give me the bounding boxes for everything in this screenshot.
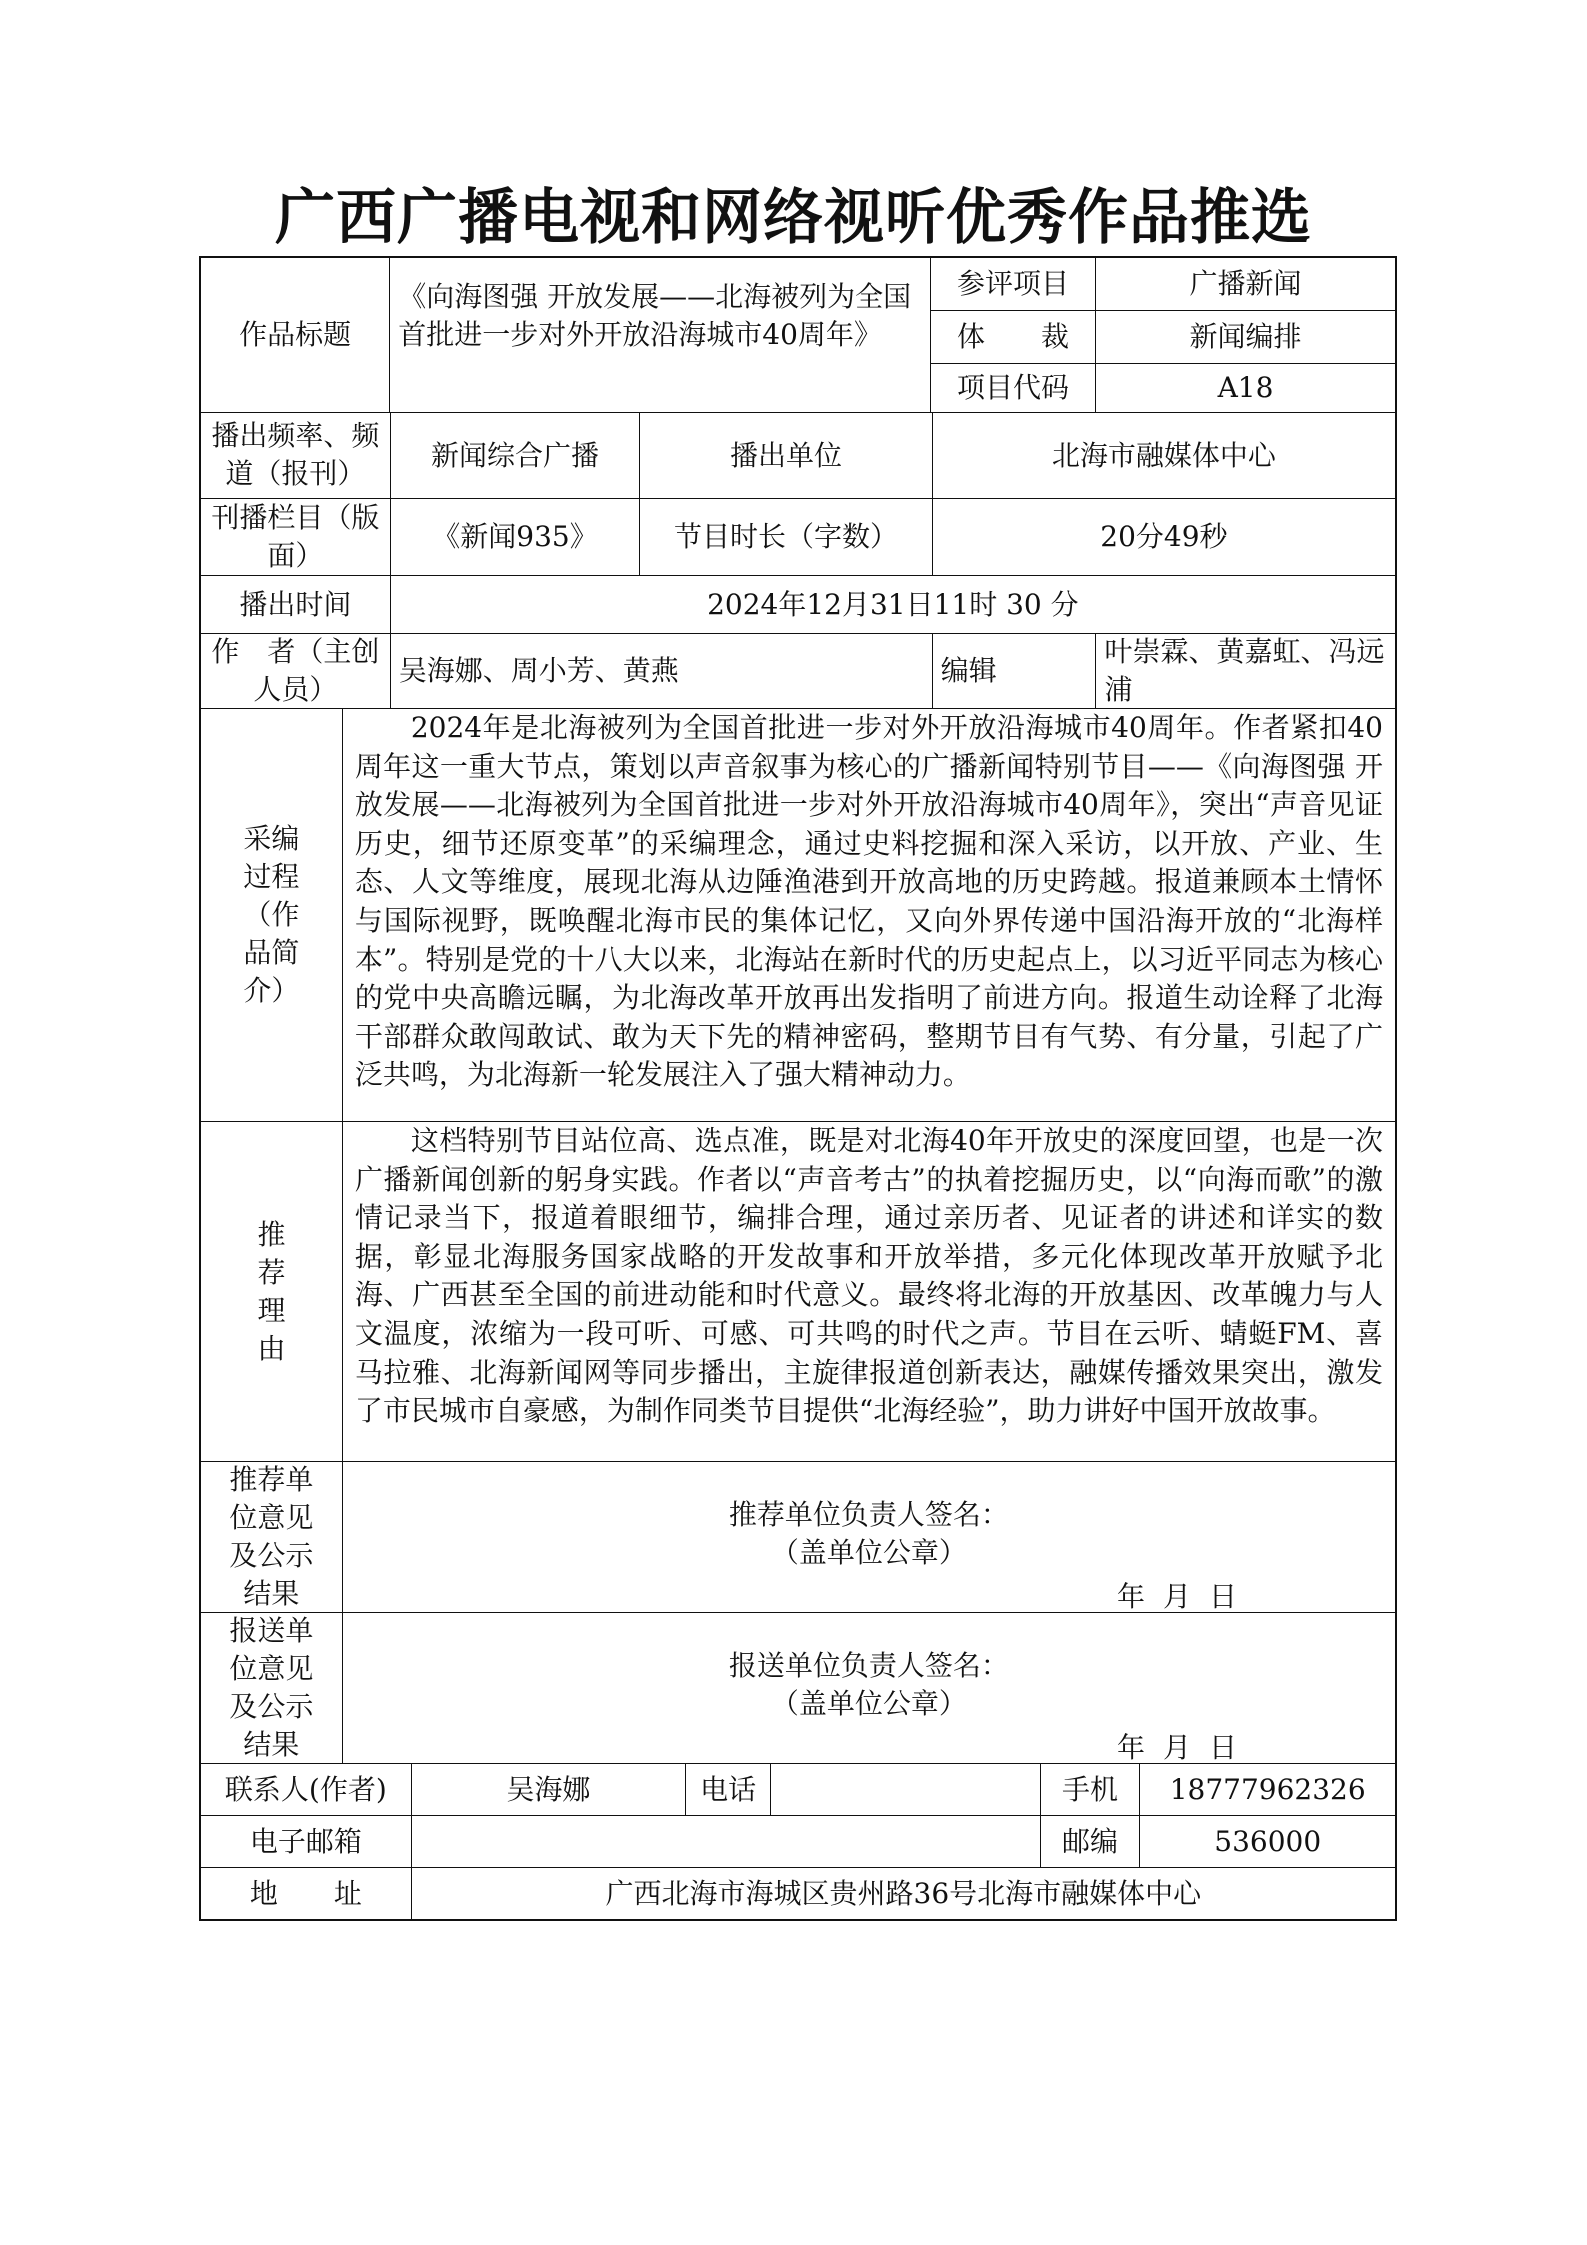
- recommend-sign: 推荐单位负责人签名：: [728, 1498, 1009, 1531]
- contact-value: 吴海娜: [411, 1764, 686, 1815]
- email-row: [201, 1815, 1395, 1867]
- channel-row: [201, 412, 1395, 498]
- author-row: [201, 633, 1395, 708]
- email-label: 电子邮箱: [249, 1824, 362, 1858]
- duration-label: 节目时长（字数）: [639, 499, 932, 575]
- recommend-label: 推荐单位意见及公示结果: [229, 1463, 314, 1610]
- recommend-date: 年月日: [1116, 1580, 1255, 1612]
- code-value: A18: [1095, 364, 1395, 412]
- phone-value: [770, 1764, 1040, 1815]
- airtime-label: 播出时间: [239, 587, 352, 621]
- reason-row: [201, 1121, 1395, 1461]
- airtime-value: 2024年12月31日11时 30 分: [390, 576, 1395, 633]
- address-value: 广西北海市海城区贵州路36号北海市融媒体中心: [411, 1868, 1395, 1919]
- mobile-label: 手机: [1040, 1764, 1140, 1815]
- title-label: 作品标题: [239, 318, 352, 351]
- channel-value: 新闻综合广播: [390, 413, 640, 498]
- recommend-row: [201, 1461, 1395, 1612]
- reason-label: 推荐理由: [257, 1217, 286, 1365]
- category-value: 广播新闻: [1095, 258, 1395, 310]
- genre-label: 体 裁: [956, 320, 1069, 353]
- editor-label: 编辑: [932, 634, 1096, 708]
- reason-text: 这档特别节目站位高、选点准，既是对北海40年开放史的深度回望，也是一次广播新闻创新的躬身实践。作者以“声音考古”的执着挖掘历史，以“向海而歌”的激情记录当下，报道着眼细节，编排合理，通过亲历者、见证者的讲述和详实的数据，彰显北海服务国家战略的开发故事和开放举措，多元化体现改革开放赋予北海、广西甚至全国的前进动能和时代意义。最终将北海的开放基因、改革魄力与人文温度，浓缩为一段可听、可感、可共鸣的时代之声。节目在云听、蜻蜓FM、喜马拉雅、北海新闻网等同步播出，主旋律报道创新表达，融媒传播效果突出，激发了市民城市自豪感，为制作同类节目提供“北海经验”，助力讲好中国开放故事。: [342, 1122, 1395, 1461]
- category-label: 参评项目: [956, 267, 1069, 300]
- email-value: [411, 1816, 1040, 1867]
- submit-row: [201, 1612, 1395, 1763]
- column-row: [201, 498, 1395, 575]
- phone-label: 电话: [685, 1764, 770, 1815]
- column-value: 《新闻935》: [390, 499, 640, 575]
- process-row: [201, 708, 1395, 1121]
- contact-row: [201, 1763, 1395, 1815]
- nomination-form: [199, 256, 1397, 1921]
- airtime-row: [201, 575, 1395, 633]
- editor-value: 叶崇霖、黄嘉虹、冯远浦: [1095, 634, 1395, 708]
- submit-date: 年月日: [1116, 1731, 1255, 1763]
- duration-value: 20分49秒: [932, 499, 1395, 575]
- author-label: 作 者（主创人员）: [211, 635, 380, 706]
- postcode-value: 536000: [1139, 1816, 1395, 1867]
- postcode-label: 邮编: [1040, 1816, 1140, 1867]
- unit-value: 北海市融媒体中心: [932, 413, 1395, 498]
- column-label: 刊播栏目（版面）: [211, 501, 380, 572]
- recommend-seal: （盖单位公章）: [770, 1536, 967, 1569]
- page-title: 广西广播电视和网络视听优秀作品推选: [275, 183, 1312, 253]
- submit-sign: 报送单位负责人签名：: [728, 1649, 1009, 1682]
- contact-label: 联系人(作者): [224, 1772, 387, 1806]
- author-value: 吴海娜、周小芳、黄燕: [390, 634, 932, 708]
- process-label: 采编过程（作品简介）: [243, 822, 300, 1007]
- address-row: [201, 1867, 1395, 1919]
- title-value: 《向海图强 开放发展——北海被列为全国首批进一步对外开放沿海城市40周年》: [389, 258, 930, 412]
- mobile-value: 18777962326: [1139, 1764, 1395, 1815]
- title-row: [201, 258, 1395, 412]
- code-label: 项目代码: [956, 371, 1069, 404]
- process-text: 2024年是北海被列为全国首批进一步对外开放沿海城市40周年。作者紧扣40周年这一重大节点，策划以声音叙事为核心的广播新闻特别节目——《向海图强 开放发展——北海被列为全国首批进一步对外开放沿海城市40周年》，突出“声音见证历史，细节还原变革”的采编理念，通过史料挖掘和深入采访，以开放、产业、生态、人文等维度，展现北海从边陲渔港到开放高地的历史跨越。报道兼顾本土情怀与国际视野，既唤醒北海市民的集体记忆，又向外界传递中国沿海开放的“北海样本”。特别是党的十八大以来，北海站在新时代的历史起点上，以习近平同志为核心的党中央高瞻远瞩，为北海改革开放再出发指明了前进方向。报道生动诠释了北海干部群众敢闯敢试、敢为天下先的精神密码，整期节目有气势、有分量，引起了广泛共鸣，为北海新一轮发展注入了强大精神动力。: [342, 709, 1395, 1121]
- submit-label: 报送单位意见及公示结果: [229, 1614, 314, 1761]
- unit-label: 播出单位: [639, 413, 932, 498]
- genre-value: 新闻编排: [1095, 311, 1395, 363]
- submit-seal: （盖单位公章）: [770, 1687, 967, 1720]
- address-label: 地 址: [249, 1876, 362, 1910]
- channel-label: 播出频率、频道（报刊）: [211, 419, 380, 490]
